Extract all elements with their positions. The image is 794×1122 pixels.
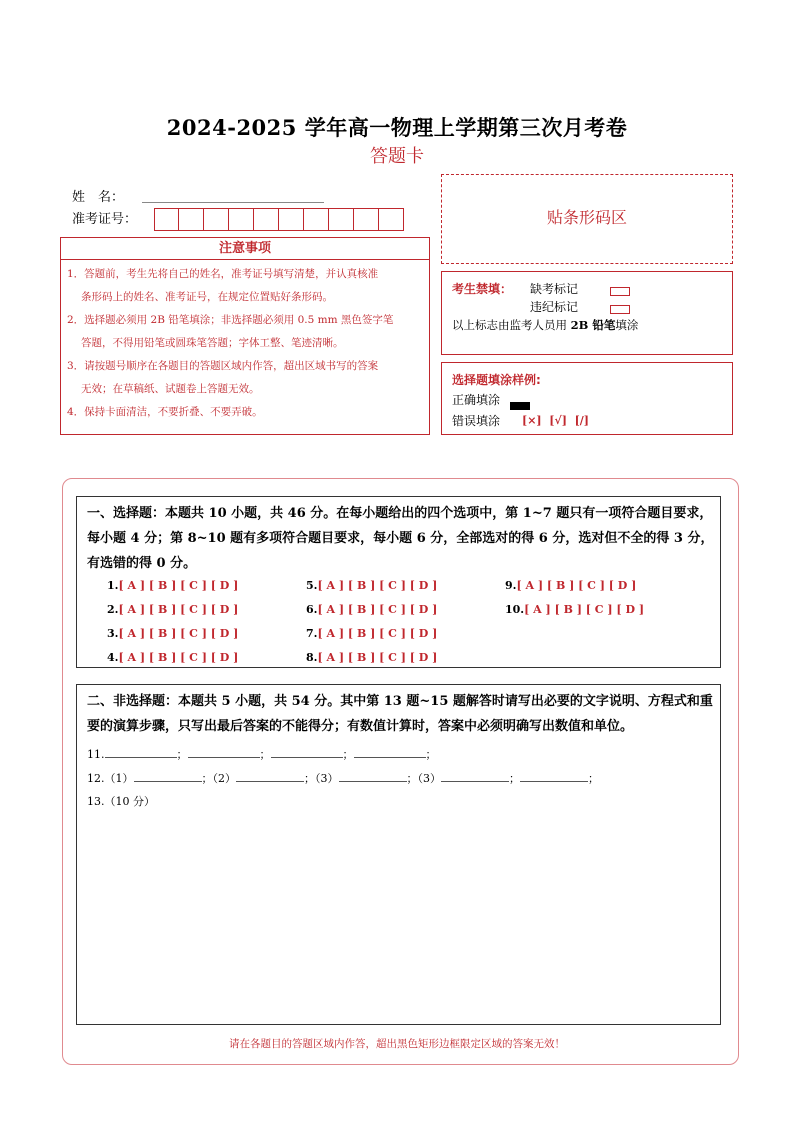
question-number: 9. bbox=[505, 579, 517, 592]
question-6[interactable] bbox=[306, 603, 437, 616]
question-number: 11. bbox=[87, 748, 105, 761]
answer-blank[interactable] bbox=[105, 745, 177, 758]
answer-blank[interactable] bbox=[441, 769, 509, 782]
question-7[interactable] bbox=[306, 627, 437, 640]
answer-blank[interactable] bbox=[339, 769, 407, 782]
violation-label: 违纪标记 bbox=[530, 300, 579, 314]
exam-no-digit-box[interactable] bbox=[179, 208, 204, 231]
exam-no-boxes[interactable] bbox=[154, 208, 404, 231]
question-options[interactable]: [ A ] [ B ] [ C ] [ D ] bbox=[317, 579, 438, 592]
question-3[interactable] bbox=[107, 627, 238, 640]
notice-item: 无效；在草稿纸、试题卷上答题无效。 bbox=[81, 383, 260, 395]
separator: ； bbox=[509, 772, 520, 785]
exam-no-digit-box[interactable] bbox=[279, 208, 304, 231]
footer-note: 请在各题目的答题区域内作答，超出黑色矩形边框限定区域的答案无效！ bbox=[229, 1038, 565, 1050]
question-13: 13.（10 分） bbox=[87, 795, 155, 808]
absent-label: 缺考标记 bbox=[530, 282, 579, 296]
notice-item: 3．请按题号顺序在各题目的答题区域内作答，超出区域书写的答案 bbox=[67, 360, 379, 372]
exam-no-digit-box[interactable] bbox=[379, 208, 404, 231]
exam-no-digit-box[interactable] bbox=[229, 208, 254, 231]
correct-label: 正确填涂 bbox=[452, 393, 501, 407]
question-2[interactable] bbox=[107, 603, 238, 616]
question-8[interactable] bbox=[306, 651, 437, 664]
absent-mark-box[interactable] bbox=[610, 281, 630, 300]
non-choice-section-text: 二、非选择题：本题共 5 小题，共 54 分。其中第 13 题~15 题解答时请写出必要的文字说明、方程式和重要的演算步骤，只写出最后答案的不能得分；有数值计算时，答案中必须明确写出数值和单位。 bbox=[87, 694, 713, 734]
violation-mark-box[interactable] bbox=[610, 299, 630, 318]
separator: ； bbox=[588, 772, 599, 785]
question-number: 1. bbox=[107, 579, 119, 592]
question-1[interactable] bbox=[107, 579, 238, 592]
non-choice-section bbox=[76, 684, 721, 1025]
separator: ； bbox=[425, 748, 437, 761]
separator: ； bbox=[176, 748, 188, 761]
part-label: （3） bbox=[417, 772, 441, 785]
question-options[interactable]: [ A ] [ B ] [ C ] [ D ] bbox=[516, 579, 637, 592]
question-number: 10. bbox=[505, 603, 525, 616]
notice-item: 条形码上的姓名、准考证号，在规定位置贴好条形码。 bbox=[81, 291, 333, 303]
choice-section bbox=[76, 496, 721, 668]
exam-no-digit-box[interactable] bbox=[204, 208, 229, 231]
part-label: （2） bbox=[212, 772, 236, 785]
answer-blank[interactable] bbox=[520, 769, 588, 782]
exam-no-digit-box[interactable] bbox=[254, 208, 279, 231]
question-12 bbox=[87, 769, 599, 786]
notice-box bbox=[60, 237, 430, 435]
exam-no-label: 准考证号： bbox=[72, 212, 138, 227]
separator: ； bbox=[304, 772, 315, 785]
answer-blank[interactable] bbox=[236, 769, 304, 782]
notice-item: 4．保持卡面清洁，不要折叠、不要弄破。 bbox=[67, 406, 263, 418]
exam-no-digit-box[interactable] bbox=[304, 208, 329, 231]
forbid-note-prefix: 以上标志由监考人员用 bbox=[452, 318, 567, 332]
question-11 bbox=[87, 745, 437, 762]
question-5[interactable] bbox=[306, 579, 437, 592]
separator: ； bbox=[342, 748, 354, 761]
question-10[interactable] bbox=[505, 603, 644, 616]
name-field[interactable] bbox=[142, 202, 324, 203]
exam-no-digit-box[interactable] bbox=[354, 208, 379, 231]
question-number: 4. bbox=[107, 651, 119, 664]
forbid-box bbox=[441, 271, 733, 355]
separator: ； bbox=[406, 772, 418, 785]
question-number: 5. bbox=[306, 579, 318, 592]
forbid-note-bold: 2B 铅笔 bbox=[570, 318, 616, 332]
question-options[interactable]: [ A ] [ B ] [ C ] [ D ] bbox=[118, 651, 239, 664]
forbid-note bbox=[452, 317, 638, 333]
exam-no-digit-box[interactable] bbox=[154, 208, 179, 231]
question-number: 2. bbox=[107, 603, 119, 616]
question-13-answer-area[interactable] bbox=[87, 815, 707, 1015]
choice-section-text: 一、选择题：本题共 10 小题，共 46 分。在每小题给出的四个选项中，第 1~7 题只有一项符合题目要求，每小题 4 分；第 8~10 题有多项符合题目要求，每小题 6 分，全部选对的得 6 分，选对但不全的得 3 分，有选错的得 0 分。 bbox=[87, 506, 714, 571]
answer-blank[interactable] bbox=[271, 745, 343, 758]
question-options[interactable]: [ A ] [ B ] [ C ] [ D ] bbox=[317, 651, 438, 664]
part-label: （3） bbox=[315, 772, 339, 785]
question-options[interactable]: [ A ] [ B ] [ C ] [ D ] bbox=[118, 627, 239, 640]
notice-item: 2．选择题必须用 2B 铅笔填涂；非选择题必须用 0.5 mm 黑色签字笔 bbox=[67, 314, 394, 326]
answer-blank[interactable] bbox=[134, 769, 202, 782]
barcode-area: 贴条形码区 bbox=[441, 174, 733, 264]
correct-fill-sample bbox=[510, 395, 530, 414]
notice-item: 1．答题前，考生先将自己的姓名，准考证号填写清楚，并认真核准 bbox=[67, 268, 379, 280]
question-options[interactable]: [ A ] [ B ] [ C ] [ D ] bbox=[118, 603, 239, 616]
question-options[interactable]: [ A ] [ B ] [ C ] [ D ] bbox=[524, 603, 645, 616]
page-title: 2024-2025 学年高一物理上学期第三次月考卷 bbox=[166, 115, 628, 140]
question-number: 3. bbox=[107, 627, 119, 640]
answer-blank[interactable] bbox=[354, 745, 426, 758]
sample-heading: 选择题填涂样例: bbox=[452, 373, 541, 387]
separator: ； bbox=[201, 772, 213, 785]
notice-item: 答题，不得用铅笔或圆珠笔答题；字体工整、笔迹清晰。 bbox=[81, 337, 344, 349]
sample-box bbox=[441, 362, 733, 435]
exam-no-digit-box[interactable] bbox=[329, 208, 354, 231]
question-number: 8. bbox=[306, 651, 318, 664]
forbid-note-suffix: 填涂 bbox=[615, 318, 639, 332]
question-options[interactable]: [ A ] [ B ] [ C ] [ D ] bbox=[118, 579, 239, 592]
question-number: 12. bbox=[87, 772, 105, 785]
wrong-marks: [×] [√] [/] bbox=[522, 414, 590, 427]
page-subtitle: 答题卡 bbox=[370, 146, 424, 167]
notice-heading: 注意事项 bbox=[61, 238, 429, 260]
question-4[interactable] bbox=[107, 651, 238, 664]
question-number: 7. bbox=[306, 627, 318, 640]
part-label: （1） bbox=[104, 772, 134, 785]
name-label: 姓 名： bbox=[72, 190, 125, 205]
wrong-label: 错误填涂 bbox=[452, 414, 501, 428]
separator: ； bbox=[259, 748, 271, 761]
forbid-heading: 考生禁填： bbox=[452, 282, 513, 296]
question-options[interactable]: [ A ] [ B ] [ C ] [ D ] bbox=[317, 627, 438, 640]
question-options[interactable]: [ A ] [ B ] [ C ] [ D ] bbox=[317, 603, 438, 616]
answer-blank[interactable] bbox=[188, 745, 260, 758]
question-number: 6. bbox=[306, 603, 318, 616]
question-9[interactable] bbox=[505, 579, 636, 592]
